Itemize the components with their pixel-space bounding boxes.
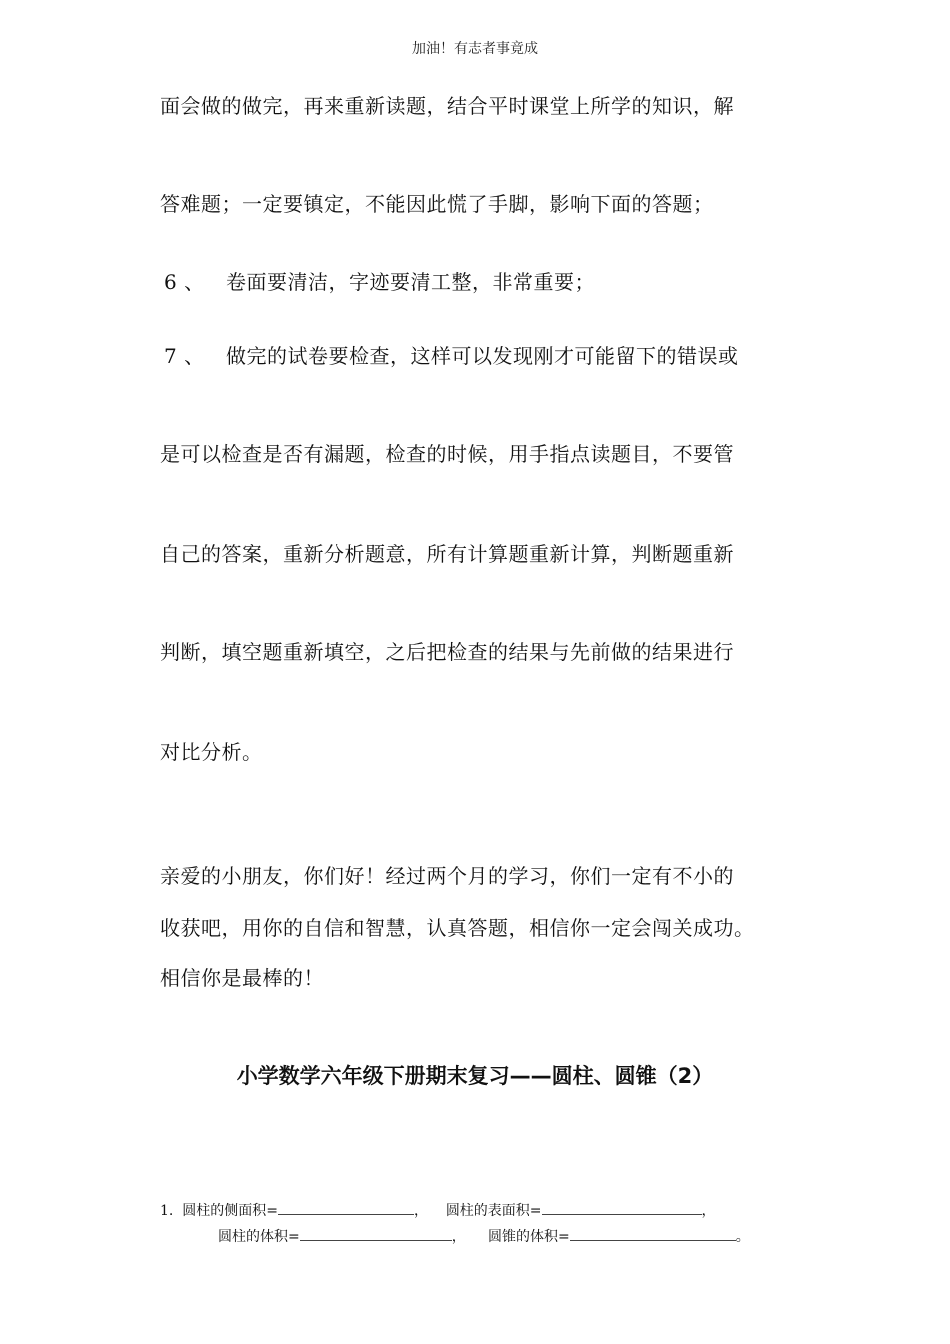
cone-volume-label: 圆锥的体积= xyxy=(488,1229,570,1245)
comma: ， xyxy=(701,1203,716,1219)
period: 。 xyxy=(735,1229,750,1245)
greeting-line: 亲爱的小朋友，你们好！经过两个月的学习，你们一定有不小的 xyxy=(160,864,734,888)
page-header: 加油！有志者事竟成 xyxy=(412,41,538,57)
greeting-line: 相信你是最棒的！ xyxy=(160,966,324,990)
surface-area-blank[interactable] xyxy=(542,1200,702,1215)
surface-area-label: 圆柱的表面积= xyxy=(445,1203,542,1219)
list-item-6 xyxy=(160,266,595,295)
section-title: 小学数学六年级下册期末复习——圆柱、圆锥（2） xyxy=(236,1064,714,1088)
paragraph-line: 判断，填空题重新填空，之后把检查的结果与先前做的结果进行 xyxy=(160,640,734,664)
question-1-row-1 xyxy=(160,1200,716,1220)
cone-volume-blank[interactable] xyxy=(570,1226,736,1241)
paragraph-line: 自己的答案，重新分析题意，所有计算题重新计算，判断题重新 xyxy=(160,542,734,566)
comma: ， xyxy=(451,1229,466,1245)
cylinder-volume-blank[interactable] xyxy=(300,1226,452,1241)
greeting-line: 收获吧，用你的自信和智慧，认真答题，相信你一定会闯关成功。 xyxy=(160,916,755,940)
cylinder-volume-label: 圆柱的体积= xyxy=(218,1229,300,1245)
paragraph-line: 对比分析。 xyxy=(160,740,263,764)
paragraph-line: 是可以检查是否有漏题，检查的时候，用手指点读题目，不要管 xyxy=(160,442,734,466)
list-item-text: 做完的试卷要检查，这样可以发现刚才可能留下的错误或 xyxy=(226,344,739,368)
list-item-text: 卷面要清洁，字迹要清工整，非常重要； xyxy=(226,270,595,294)
paragraph-line: 面会做的做完，再来重新读题，结合平时课堂上所学的知识，解 xyxy=(160,94,734,118)
list-item-number: 6 、 xyxy=(164,270,205,294)
side-area-blank[interactable] xyxy=(278,1200,414,1215)
list-item-number: 7 、 xyxy=(164,344,205,368)
paragraph-line: 答难题；一定要镇定，不能因此慌了手脚，影响下面的答题； xyxy=(160,192,714,216)
question-1-row-2 xyxy=(218,1226,750,1246)
question-number: 1. xyxy=(160,1203,174,1219)
list-item-7 xyxy=(160,340,739,369)
comma: ， xyxy=(414,1203,428,1219)
side-area-label: 圆柱的侧面积= xyxy=(182,1203,278,1219)
